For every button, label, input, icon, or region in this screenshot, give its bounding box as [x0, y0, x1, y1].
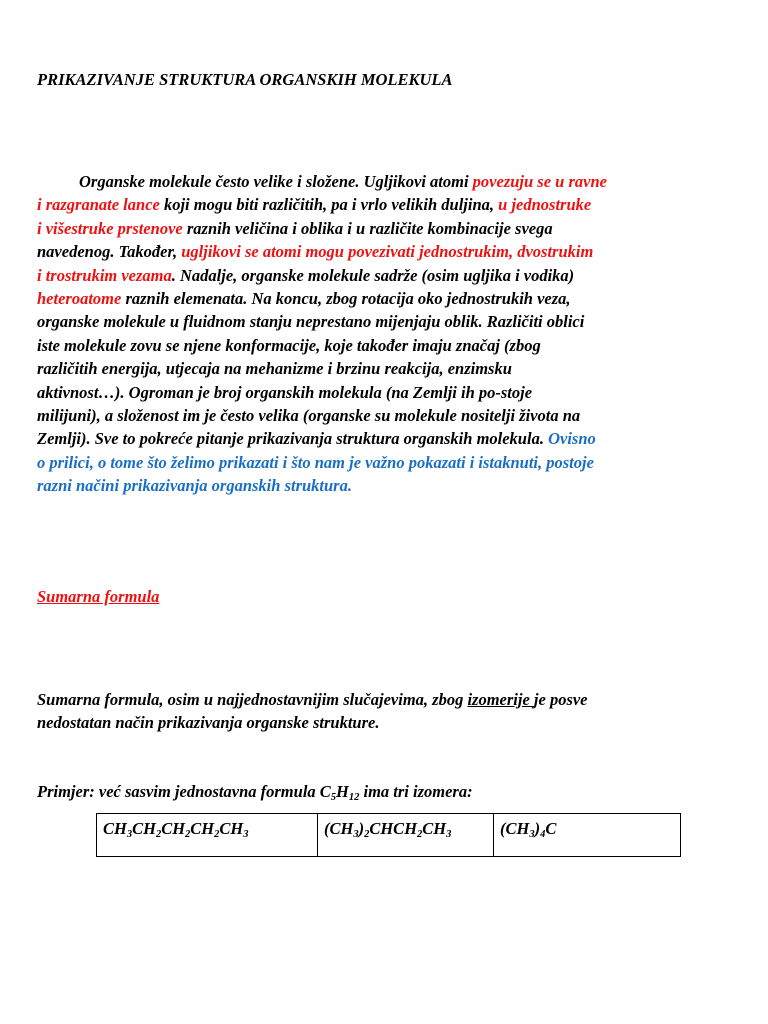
highlighted-text-blue: Ovisno — [548, 429, 596, 449]
subscript: 5 — [330, 792, 337, 803]
paragraph-line — [37, 193, 740, 216]
highlighted-text-red: povezuju se u ravne — [472, 172, 607, 191]
paragraph-text: koji mogu biti različitih, pa i vrlo velikih duljina, — [159, 195, 499, 215]
sumarna-text: Sumarna formula, osim u najjednostavnijim slučajevima, zbog — [37, 690, 468, 709]
paragraph-text: raznih elemenata. Na koncu, zbog rotacija oko jednostrukih veza, — [121, 289, 571, 309]
formula-part: CH — [161, 819, 186, 838]
paragraph-line — [37, 427, 740, 450]
document-title: PRIKAZIVANJE STRUKTURA ORGANSKIH MOLEKULA — [37, 70, 453, 89]
paragraph-line — [37, 310, 740, 333]
paragraph-text: iste molekule zovu se njene konformacije, koje također imaju značaj (zbog — [37, 335, 541, 355]
formula-part: CH — [132, 819, 156, 838]
paragraph-text: milijuni), a složenost im je često velika (organske su molekule nositelji života na — [37, 406, 581, 426]
formula-part: C — [545, 819, 557, 838]
paragraph-line — [37, 170, 740, 193]
highlighted-text-red: i razgranate lance — [37, 195, 160, 215]
formula-part: ) — [534, 819, 541, 838]
paragraph-text: različitih energija, utjecaja na mehanizme i brzinu reakcija, enzimsku — [37, 359, 512, 379]
isomer-cell — [97, 814, 318, 857]
isomer-cell — [318, 814, 494, 857]
subscript: 4 — [540, 829, 546, 840]
sumarna-line-1 — [37, 688, 740, 711]
formula-part: (CH — [500, 819, 530, 838]
paragraph-line — [37, 404, 740, 427]
paragraph-line — [37, 240, 740, 263]
sumarna-text: je posve — [533, 690, 588, 709]
paragraph-text: Organske molekule često velike i složene. Ugljikovi atomi — [79, 172, 473, 191]
example-line — [37, 782, 473, 802]
highlighted-text-red: i trostrukim vezama — [37, 265, 172, 285]
example-text: Primjer: već sasvim jednostavna formula C — [37, 782, 331, 801]
subscript: 2 — [155, 829, 162, 840]
paragraph-text: raznih veličina i oblika i u različite kombinacije svega — [182, 218, 553, 238]
subscript: 12 — [348, 792, 360, 803]
highlighted-text-red: ugljikovi se atomi mogu povezivati jednostrukim, dvostrukim — [181, 242, 594, 262]
paragraph-line — [37, 264, 740, 287]
formula-part: CH — [422, 819, 447, 838]
example-text: H — [336, 782, 349, 801]
paragraph-line — [37, 287, 740, 310]
paragraph-text: navedenog. Također, — [37, 242, 182, 262]
isomers-table — [96, 813, 681, 857]
paragraph-text: . Nadalje, organske molekule sadrže (osim ugljika i vodika) — [171, 265, 575, 285]
paragraph-text: aktivnost…). Ogroman je broj organskih molekula (na Zemlji ih po-stoje — [37, 382, 533, 402]
sumarna-paragraph — [37, 688, 740, 735]
izomerije-term: izomerije — [467, 690, 534, 709]
highlighted-text-red: heteroatome — [37, 289, 122, 309]
paragraph-line — [37, 381, 740, 404]
paragraph-line — [37, 474, 740, 497]
subscript: 3 — [126, 829, 133, 840]
subscript: 3 — [243, 829, 249, 840]
subscript: 2 — [185, 829, 191, 840]
subscript: 2 — [364, 829, 370, 840]
highlighted-text-blue: razni načini prikazivanja organskih struktura. — [37, 476, 352, 496]
subscript: 3 — [353, 829, 359, 840]
paragraph-text: Zemlji). Sve to pokreće pitanje prikazivanja struktura organskih molekula. — [37, 429, 549, 449]
subscript: 2 — [214, 829, 220, 840]
example-text: ima tri izomera: — [359, 782, 473, 801]
highlighted-text-red: i višestruke prstenove — [37, 218, 183, 238]
formula-part: ) — [358, 819, 365, 838]
formula-part: CH — [219, 819, 244, 838]
isomer-cell — [494, 814, 681, 857]
formula-part: CH — [103, 819, 127, 838]
subscript: 3 — [446, 829, 452, 840]
formula-part: (CH — [324, 819, 354, 838]
subscript: 3 — [529, 829, 535, 840]
highlighted-text-red: u jednostruke — [498, 195, 592, 215]
paragraph-line — [37, 217, 740, 240]
subscript: 2 — [417, 829, 423, 840]
sumarna-line-2: nedostatan način prikazivanja organske strukture. — [37, 713, 380, 733]
paragraph-text: organske molekule u fluidnom stanju neprestano mijenjaju oblik. Različiti oblici — [37, 312, 585, 332]
isomers-row — [97, 814, 681, 857]
paragraph-line — [37, 357, 740, 380]
paragraph-line — [37, 334, 740, 357]
formula-part: CHCH — [369, 819, 418, 838]
highlighted-text-blue: o prilici, o tome što želimo prikazati i što nam je važno pokazati i istaknuti, postoje — [37, 452, 594, 472]
section-heading-sumarna-formula: Sumarna formula — [37, 587, 160, 606]
intro-paragraph — [37, 170, 740, 498]
formula-part: CH — [190, 819, 215, 838]
paragraph-line — [37, 451, 740, 474]
